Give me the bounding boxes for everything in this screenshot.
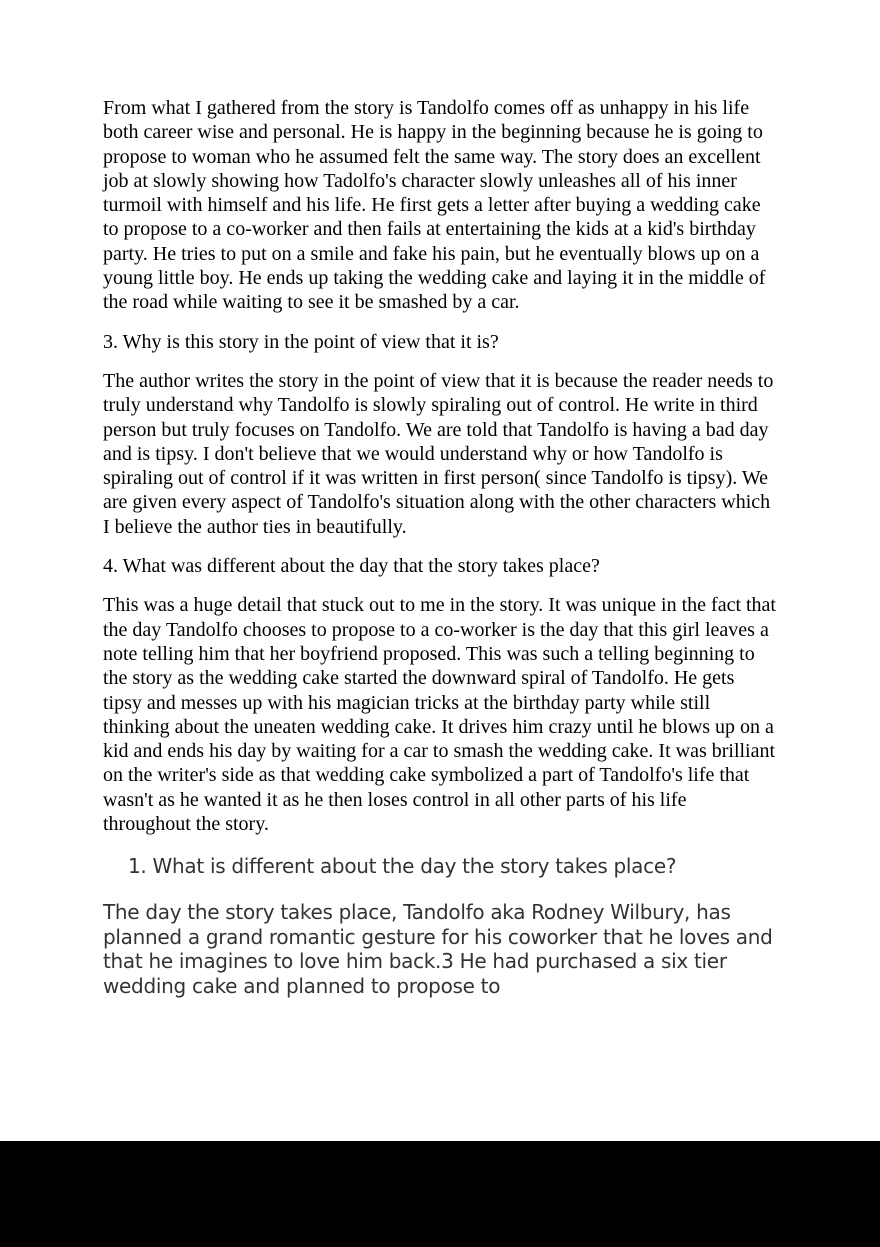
question-1-heading: 1. What is different about the day the story takes place?: [128, 854, 677, 879]
question-4-heading: 4. What was different about the day that the story takes place?: [103, 555, 600, 578]
page-bottom-black-bar: [0, 1141, 880, 1247]
question-3-heading: 3. Why is this story in the point of view that it is?: [103, 330, 499, 353]
document-content: [103, 96, 777, 998]
essay-paragraph-3: This was a huge detail that stuck out to me in the story. It was unique in the fact that the day Tandolfo chooses to propose to a co-worker is the day that this girl leaves a note telling him that her boyfriend proposed. This was such a telling beginning to the story as the wedding cake started the downward spiral of Tandolfo. He gets tipsy and messes up with his magician tricks at the birthday party while still thinking about the uneaten wedding cake. It drives him crazy until he blows up on a kid and ends his day by waiting for a car to smash the wedding cake. It was brilliant on the writer's side as that wedding cake symbolized a part of Tandolfo's life that wasn't as he wanted it as he then loses control in all other parts of his life throughout the story.: [103, 594, 776, 836]
essay-paragraph-1: From what I gathered from the story is Tandolfo comes off as unhappy in his life both career wise and personal. He is happy in the beginning because he is going to propose to woman who he assumed felt the same way. The story does an excellent job at slowly showing how Tadolfo's character slowly unleashes all of his inner turmoil with himself and his life. He first gets a letter after buying a wedding cake to propose to a co-worker and then fails at entertaining the kids at a kid's birthday party. He tries to put on a smile and fake his pain, but he eventually blows up on a young little boy. He ends up taking the wedding cake and laying it in the middle of the road while waiting to see it be smashed by a car.: [103, 97, 766, 314]
essay-paragraph-2: The author writes the story in the point of view that it is because the reader needs to truly understand why Tandolfo is slowly spiraling out of control. He write in third person but truly focuses on Tandolfo. We are told that Tandolfo is having a bad day and is tipsy. I don't believe that we would understand why or how Tandolfo is spiraling out of control if it was written in first person( since Tandolfo is tipsy). We are given every aspect of Tandolfo's situation along with the other characters which I believe the author ties in beautifully.: [103, 369, 774, 538]
essay-paragraph-4: The day the story takes place, Tandolfo aka Rodney Wilbury, has planned a grand romantic gesture for his coworker that he loves and that he imagines to love him back.3 He had purchased a six tier wedding cake and planned to propose to: [103, 899, 773, 998]
